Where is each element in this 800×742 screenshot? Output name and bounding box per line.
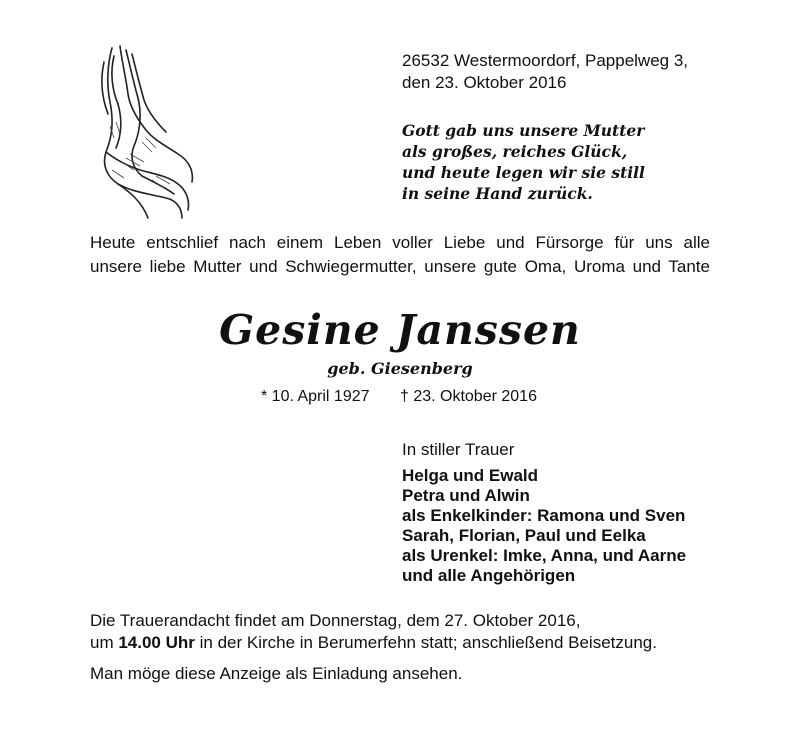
intro-text (90, 231, 710, 279)
mourners-block (402, 440, 686, 586)
birth-date: * 10. April 1927 (261, 388, 370, 405)
invitation-note: Man möge diese Anzeige als Einladung ansehen. (90, 664, 463, 683)
verse-line: in seine Hand zurück. (402, 184, 593, 203)
mourner-line: und alle Angehörigen (402, 566, 576, 585)
life-dates (261, 386, 537, 408)
service-location: in der Kirche in Berumerfehn statt; anschließend Beisetzung. (194, 633, 657, 652)
memorial-verse (402, 120, 645, 204)
mourner-line: Sarah, Florian, Paul und Eelka (402, 526, 646, 545)
mourning-label: In stiller Trauer (402, 440, 515, 459)
service-prefix: um (90, 633, 119, 652)
intro-line: Heute entschlief nach einem Leben voller Liebe und Fürsorge für uns alle (90, 233, 710, 252)
service-line: Die Trauerandacht findet am Donnerstag, dem 27. Oktober 2016, (90, 611, 581, 630)
verse-line: Gott gab uns unsere Mutter (402, 121, 645, 140)
mourner-line: Petra und Alwin (402, 486, 530, 505)
mourner-line: Helga und Ewald (402, 466, 539, 485)
maiden-name: geb. Giesenberg (327, 359, 473, 378)
praying-hands-icon (82, 42, 202, 222)
location-date-block (402, 50, 688, 94)
mourner-line: als Urenkel: Imke, Anna, und Aarne (402, 546, 687, 565)
service-time-line (90, 632, 657, 654)
intro-line: unsere liebe Mutter und Schwiegermutter, unsere gute Oma, Uroma und Tante (90, 257, 710, 276)
service-time: 14.00 Uhr (118, 633, 195, 652)
address-line: 26532 Westermoordorf, Pappelweg 3, (402, 51, 689, 70)
verse-line: und heute legen wir sie still (402, 163, 645, 182)
service-info (90, 610, 657, 654)
mourner-line: als Enkelkinder: Ramona und Sven (402, 506, 686, 525)
date-line: den 23. Oktober 2016 (402, 73, 567, 92)
deceased-name: Gesine Janssen (219, 306, 581, 354)
verse-line: als großes, reiches Glück, (402, 142, 628, 161)
death-date: † 23. Oktober 2016 (399, 388, 537, 405)
